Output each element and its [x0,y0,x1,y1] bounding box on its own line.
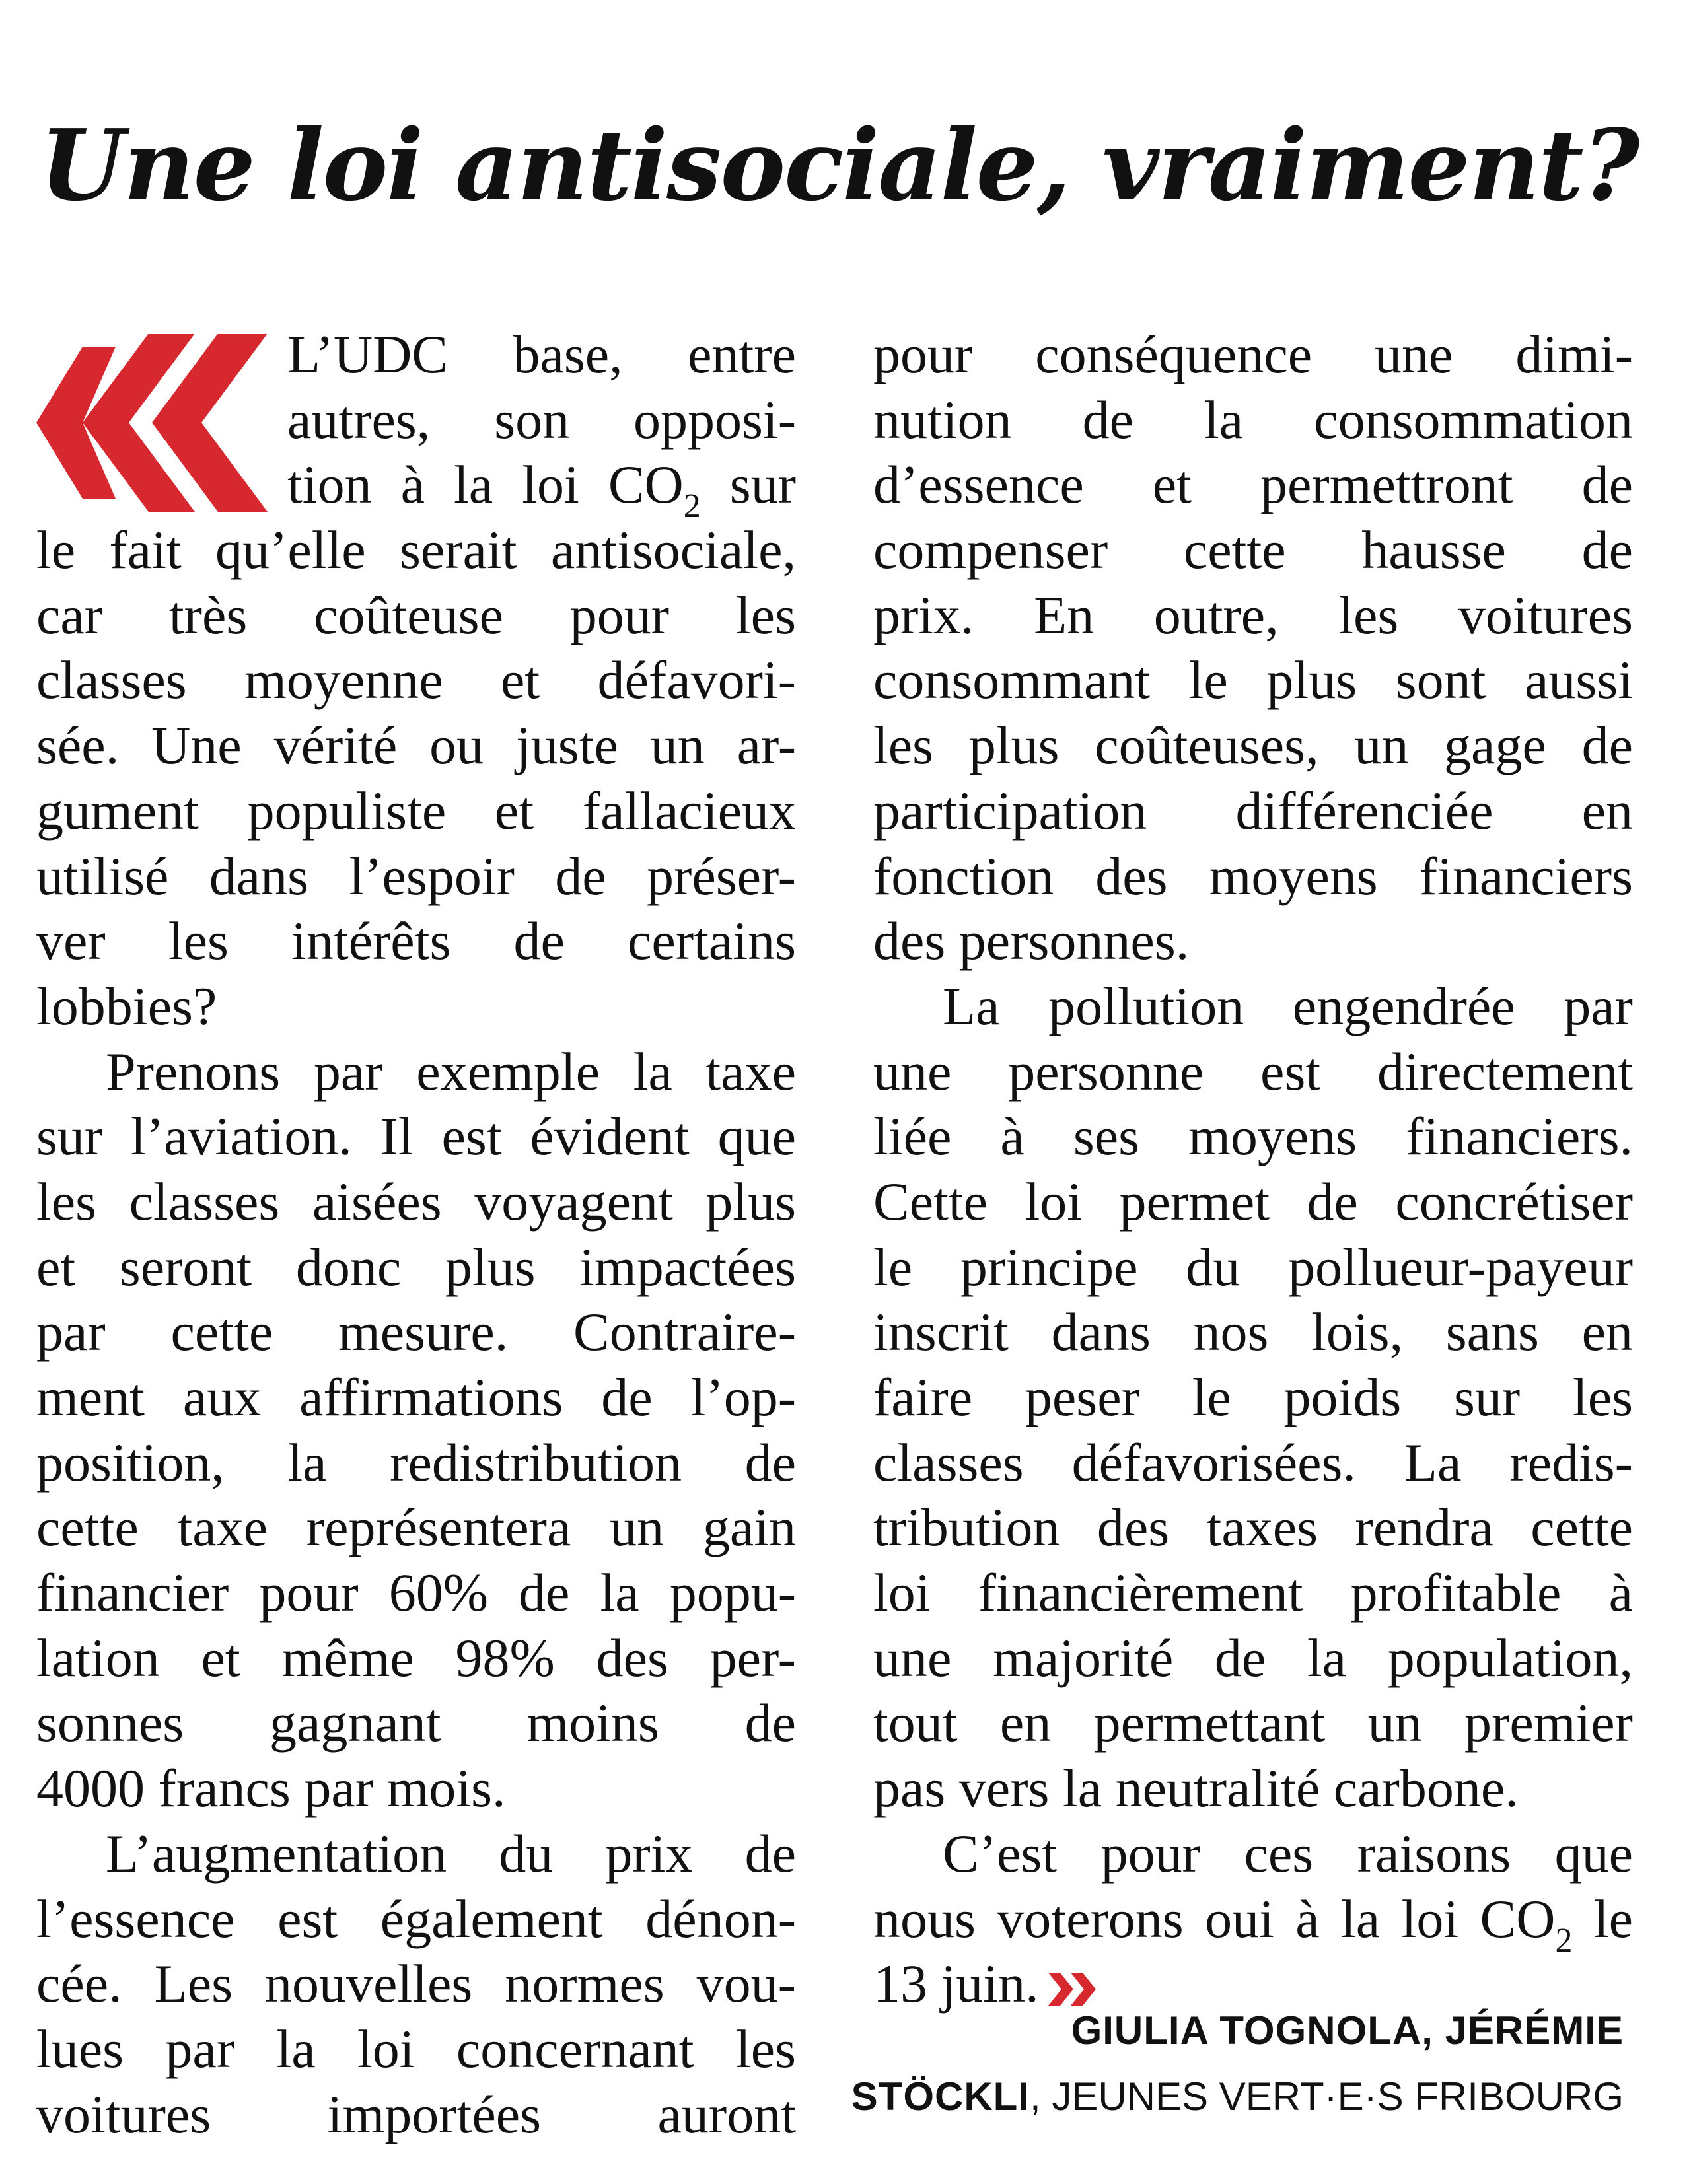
co2-text: nous voterons oui à la loi CO [873,1888,1556,1949]
text-line: le fait qu’elle serait antisociale, [36,520,796,581]
text-line: l’essence est également dénon- [36,1888,796,1949]
text-line: 4000 francs par mois. [36,1758,506,1819]
text-line: le principe du pollueur-payeur [873,1236,1633,1297]
text-line: ment aux affirmations de l’op- [36,1367,796,1427]
text-line: faire peser le poids sur les [873,1367,1633,1427]
text-line: classes défavorisées. La redis- [873,1432,1633,1493]
signature-line-2 [831,2070,1624,2123]
text-line: sur l’aviation. Il est évident que [36,1106,796,1167]
text-line: Prenons par exemple la taxe [106,1041,796,1102]
text-line: consommant le plus sont aussi [873,650,1633,711]
co2-tail: le [1572,1888,1633,1949]
text-line-co2 [873,1887,1633,1959]
signature-separator: , [1029,2074,1052,2119]
text-line: financier pour 60% de la popu- [36,1563,796,1623]
text-line: participation différenciée en [873,780,1633,841]
text-line: les classes aisées voyagent plus [36,1171,796,1232]
text-line: lues par la loi concernant les [36,2018,796,2079]
text-line: nution de la consommation [873,389,1633,450]
text-line: Cette loi permet de concrétiser [873,1171,1633,1232]
text-line: une personne est directement [873,1041,1633,1102]
text-line: les plus coûteuses, un gage de [873,715,1633,776]
text-line: et seront donc plus impactées [36,1236,796,1297]
text-line: lation et même 98% des per- [36,1627,796,1688]
article-title: Une loi antisociale, vraiment? [40,108,1639,223]
text-line: pas vers la neutralité carbone. [873,1758,1519,1819]
text-line: gument populiste et fallacieux [36,780,796,841]
text-line: position, la redistribution de [36,1432,796,1493]
text-line: compenser cette hausse de [873,520,1633,581]
left-column [36,322,796,2147]
text-line: pour conséquence une dimi- [873,324,1633,384]
closing-text: 13 juin. [873,1954,1039,2014]
right-column [873,322,1633,2017]
text-line: sonnes gagnant moins de [36,1693,796,1753]
text-line: une majorité de la population, [873,1627,1633,1688]
text-line: lobbies? [36,975,217,1036]
text-line: voitures importées auront [36,2084,796,2144]
text-line: prix. En outre, les voitures [873,584,1633,645]
author-affiliation: JEUNES VERT·E·S FRIBOURG [1052,2074,1624,2119]
signature-line-1 [831,2004,1624,2057]
text-line: tout en permettant un premier [873,1693,1633,1753]
text-line: L’UDC base, entre [287,324,796,384]
text-line: liée à ses moyens financiers. [873,1106,1633,1167]
text-line: La pollution engendrée par [943,975,1633,1036]
text-line: fonction des moyens financiers [873,845,1633,906]
author-names: GIULIA TOGNOLA, JÉRÉMIE [1071,2008,1624,2053]
text-line: cée. Les nouvelles normes vou- [36,1954,796,2014]
text-line: tribution des taxes rendra cette [873,1497,1633,1558]
text-line: C’est pour ces raisons que [943,1823,1633,1884]
text-line: ver les intérêts de certains [36,911,796,971]
text-line: L’augmentation du prix de [106,1823,796,1884]
text-line: par cette mesure. Contraire- [36,1302,796,1362]
text-line: classes moyenne et défavori- [36,650,796,711]
text-line: des personnes. [873,911,1190,971]
text-line: inscrit dans nos lois, sans en [873,1302,1633,1362]
co2-tail: sur [700,454,796,515]
text-line: loi financièrement profitable à [873,1563,1633,1623]
closing-quote-icon [1048,1973,1100,2006]
co2-subscript: 2 [1555,1921,1573,1959]
text-line-co2 [36,452,796,526]
text-line: sée. Une vérité ou juste un ar- [36,715,796,776]
text-line: cette taxe représentera un gain [36,1497,796,1558]
co2-subscript: 2 [683,487,701,526]
text-line: autres, son opposi- [287,389,796,450]
text-line: utilisé dans l’espoir de préser- [36,845,796,906]
text-line: d’essence et permettront de [873,454,1633,515]
co2-text: tion à la loi CO [287,454,684,515]
author-name-last: STÖCKLI [851,2074,1030,2119]
text-line: car très coûteuse pour les [36,584,796,645]
